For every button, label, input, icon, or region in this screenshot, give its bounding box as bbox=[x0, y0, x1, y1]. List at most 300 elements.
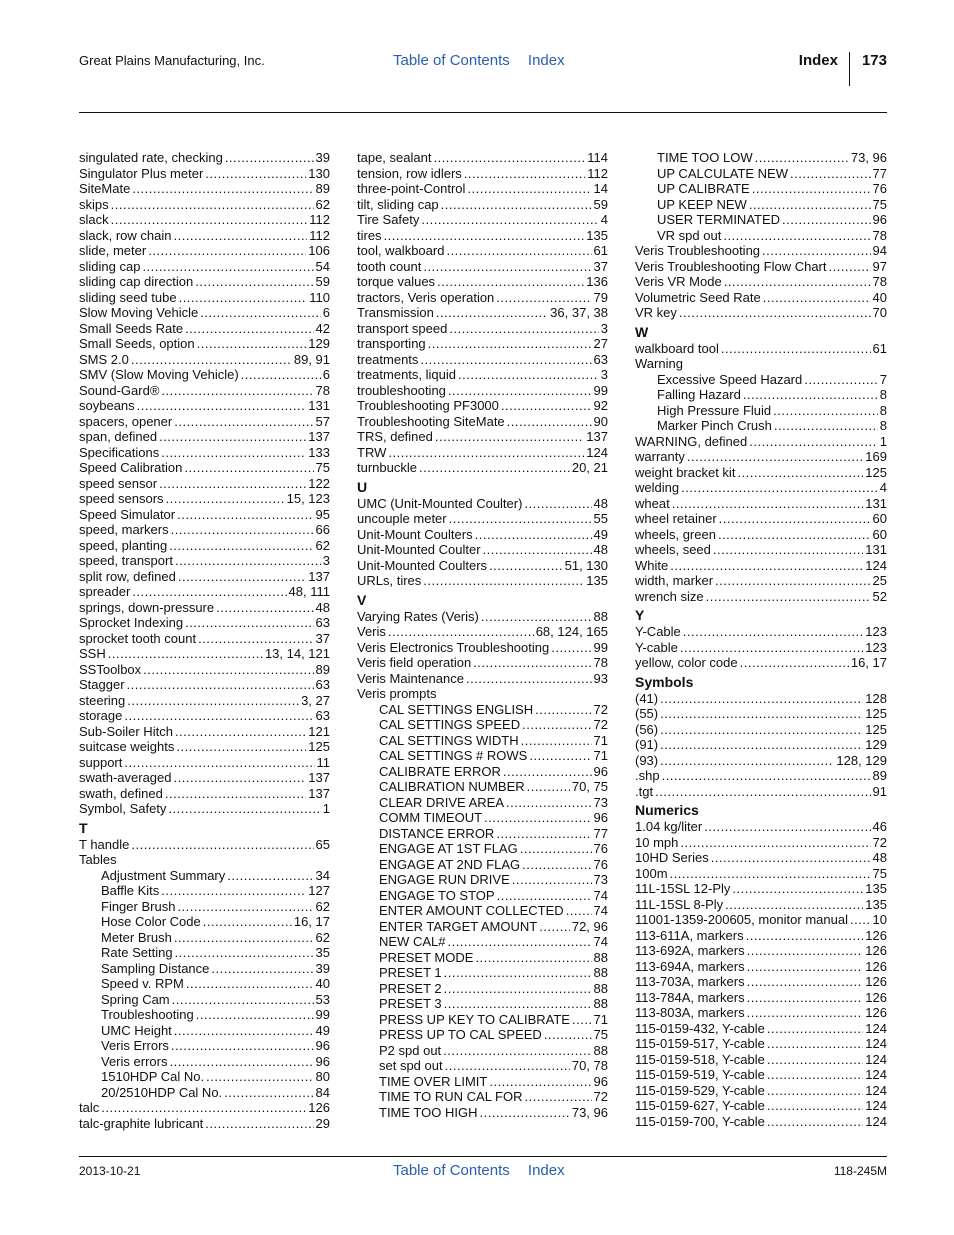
index-group-heading: Veris prompts bbox=[357, 686, 437, 701]
page-reference[interactable]: 3 bbox=[600, 320, 608, 336]
page-reference[interactable]: 91 bbox=[872, 783, 887, 799]
index-term: transporting bbox=[357, 336, 426, 351]
index-term: 20/2510HDP Cal No. bbox=[101, 1084, 223, 1100]
dot-leader bbox=[205, 1116, 313, 1132]
page-reference[interactable]: 122 bbox=[308, 475, 330, 491]
dot-leader bbox=[177, 899, 313, 915]
page-reference[interactable]: 124 bbox=[865, 1051, 887, 1067]
index-link[interactable]: Index bbox=[527, 52, 565, 69]
page-reference[interactable]: 135 bbox=[586, 227, 608, 243]
page-reference[interactable]: 36, 37, 38 bbox=[550, 305, 608, 320]
page-reference[interactable]: 72 bbox=[593, 1089, 608, 1104]
page-reference[interactable]: 8 bbox=[879, 418, 887, 433]
dot-leader bbox=[746, 928, 864, 944]
page-reference[interactable]: 71 bbox=[593, 732, 608, 748]
index-entry bbox=[635, 1036, 887, 1052]
page-reference[interactable]: 92 bbox=[593, 398, 608, 413]
index-entry bbox=[357, 398, 608, 414]
page-reference[interactable]: 27 bbox=[593, 336, 608, 351]
page-reference[interactable]: 112 bbox=[587, 165, 608, 181]
page-reference[interactable]: 78 bbox=[872, 274, 887, 289]
index-entry bbox=[635, 449, 887, 465]
page-reference[interactable]: 66 bbox=[315, 522, 330, 537]
page-reference[interactable]: 60 bbox=[872, 511, 887, 526]
dot-leader bbox=[525, 1089, 592, 1105]
page-reference[interactable]: 74 bbox=[593, 934, 608, 949]
page-reference[interactable]: 74 bbox=[593, 887, 608, 903]
page-reference[interactable]: 73 bbox=[593, 794, 608, 810]
page-reference[interactable]: 1 bbox=[879, 433, 887, 449]
page-reference[interactable]: 124 bbox=[865, 1098, 887, 1113]
page-reference[interactable]: 62 bbox=[315, 898, 330, 914]
index-subentry bbox=[635, 228, 887, 244]
index-term: CALIBRATION NUMBER bbox=[379, 779, 525, 794]
index-term: Veris Maintenance bbox=[357, 670, 464, 686]
index-term: 100m bbox=[635, 865, 668, 881]
page-reference[interactable]: 88 bbox=[593, 608, 608, 624]
page-reference[interactable]: 94 bbox=[872, 243, 887, 258]
page-reference[interactable]: 169 bbox=[865, 449, 887, 464]
index-entry bbox=[635, 1067, 887, 1083]
page-reference[interactable]: 76 bbox=[593, 856, 608, 872]
page-reference[interactable]: 126 bbox=[865, 989, 887, 1005]
page-reference[interactable]: 77 bbox=[593, 825, 608, 841]
index-term: SSToolbox bbox=[79, 661, 142, 677]
page-reference[interactable]: 48 bbox=[593, 495, 608, 511]
dot-leader bbox=[172, 992, 314, 1008]
index-term: Baffle Kits bbox=[101, 883, 160, 898]
page-reference[interactable]: 124 bbox=[865, 1113, 887, 1129]
page-reference[interactable]: 89 bbox=[872, 768, 887, 783]
index-subentry bbox=[79, 930, 330, 946]
page-reference[interactable]: 75 bbox=[872, 865, 887, 881]
page-reference[interactable]: 96 bbox=[593, 810, 608, 825]
page-reference[interactable]: 59 bbox=[593, 196, 608, 212]
page-reference[interactable]: 112 bbox=[309, 212, 330, 227]
page-reference[interactable]: 124 bbox=[586, 444, 608, 460]
index-subentry bbox=[79, 1054, 330, 1070]
page-reference[interactable]: 71 bbox=[593, 1011, 608, 1027]
page-reference[interactable]: 96 bbox=[315, 1038, 330, 1053]
page-reference[interactable]: 62 bbox=[315, 537, 330, 553]
index-term: DISTANCE ERROR bbox=[379, 825, 495, 841]
page-reference[interactable]: 137 bbox=[308, 770, 330, 785]
index-term: swath-averaged bbox=[79, 770, 172, 785]
page-reference[interactable]: 76 bbox=[872, 181, 887, 196]
dot-leader bbox=[782, 212, 871, 228]
page-reference[interactable]: 40 bbox=[315, 976, 330, 991]
page-reference[interactable]: 93 bbox=[593, 670, 608, 686]
page-reference[interactable]: 57 bbox=[315, 413, 330, 429]
page-reference[interactable]: 126 bbox=[865, 943, 887, 958]
index-term: torque values bbox=[357, 274, 436, 289]
page-reference[interactable]: 59 bbox=[315, 274, 330, 289]
index-entry bbox=[357, 445, 608, 461]
document-number: 118-245M bbox=[833, 1164, 887, 1178]
index-term: Speed Calibration bbox=[79, 460, 183, 475]
page-reference[interactable]: 79 bbox=[593, 289, 608, 305]
index-entry bbox=[79, 755, 330, 771]
index-term: Spring Cam bbox=[101, 991, 170, 1007]
page-reference[interactable]: 114 bbox=[587, 150, 608, 165]
index-link[interactable]: Index bbox=[527, 1162, 565, 1179]
index-term: 113-803A, markers bbox=[635, 1005, 745, 1020]
index-entry bbox=[635, 722, 887, 738]
dot-leader bbox=[732, 881, 863, 897]
index-entry bbox=[79, 538, 330, 554]
page-reference[interactable]: 89 bbox=[315, 181, 330, 196]
page-reference[interactable]: 60 bbox=[872, 526, 887, 542]
page-reference[interactable]: 34 bbox=[315, 867, 330, 883]
page-reference[interactable]: 135 bbox=[586, 573, 608, 588]
dot-leader bbox=[767, 1036, 863, 1052]
page-reference[interactable]: 7 bbox=[879, 371, 887, 387]
dot-leader bbox=[433, 150, 585, 166]
index-term: speed, transport bbox=[79, 553, 173, 568]
index-term: sliding seed tube bbox=[79, 289, 177, 305]
index-entry bbox=[79, 228, 330, 244]
index-subentry bbox=[357, 795, 608, 811]
page-reference[interactable]: 16, 17 bbox=[293, 914, 330, 929]
page-reference[interactable]: 125 bbox=[308, 739, 330, 754]
index-term: Varying Rates (Veris) bbox=[357, 608, 479, 624]
dot-leader bbox=[171, 1038, 314, 1054]
page-reference[interactable]: 70, 75 bbox=[571, 779, 608, 794]
page-reference[interactable]: 96 bbox=[593, 1073, 608, 1089]
index-subentry bbox=[357, 764, 608, 780]
page-reference[interactable]: 89 bbox=[315, 661, 330, 677]
page-reference[interactable]: 88 bbox=[593, 1042, 608, 1058]
page-reference[interactable]: 71 bbox=[593, 748, 608, 763]
page-reference[interactable]: 70, 78 bbox=[571, 1058, 608, 1073]
page-reference[interactable]: 8 bbox=[879, 387, 887, 402]
dot-leader bbox=[484, 810, 592, 826]
index-term: transport speed bbox=[357, 320, 448, 336]
dot-leader bbox=[449, 511, 592, 527]
page-reference[interactable]: 129 bbox=[308, 336, 330, 351]
page-reference[interactable]: 110 bbox=[309, 289, 330, 305]
page-reference[interactable]: 13, 14, 121 bbox=[264, 646, 330, 661]
page-reference[interactable]: 8 bbox=[879, 402, 887, 418]
index-entry bbox=[79, 646, 330, 662]
page-reference[interactable]: 63 bbox=[315, 708, 330, 723]
index-entry bbox=[635, 655, 887, 671]
page-reference[interactable]: 4 bbox=[879, 480, 887, 495]
page-reference[interactable]: 96 bbox=[872, 212, 887, 227]
page-reference[interactable]: 131 bbox=[865, 495, 887, 511]
page-reference[interactable]: 48, 111 bbox=[288, 584, 330, 599]
page-reference[interactable]: 97 bbox=[872, 258, 887, 274]
index-entry bbox=[635, 691, 887, 707]
page-reference[interactable]: 75 bbox=[872, 196, 887, 212]
index-entry bbox=[79, 708, 330, 724]
page-reference[interactable]: 75 bbox=[315, 460, 330, 475]
page-reference[interactable]: 3, 27 bbox=[301, 692, 330, 708]
page-reference[interactable]: 61 bbox=[593, 243, 608, 258]
index-term: 113-703A, markers bbox=[635, 974, 745, 989]
page-reference[interactable]: 63 bbox=[315, 615, 330, 630]
page-reference[interactable]: 72 bbox=[593, 717, 608, 732]
index-term: suitcase weights bbox=[79, 739, 175, 754]
index-term: Sampling Distance bbox=[101, 960, 210, 976]
index-term: 115-0159-700, Y-cable bbox=[635, 1113, 765, 1129]
dot-leader bbox=[527, 779, 570, 795]
dot-leader bbox=[520, 841, 592, 857]
page-reference[interactable]: 39 bbox=[315, 150, 330, 165]
toc-link[interactable]: Table of Contents bbox=[393, 1162, 510, 1179]
index-term: 11001-1359-200605, monitor manual bbox=[635, 912, 848, 927]
page-reference[interactable]: 135 bbox=[865, 896, 887, 912]
page-reference[interactable]: 129 bbox=[865, 737, 887, 752]
page-reference[interactable]: 68, 124, 165 bbox=[535, 624, 608, 639]
page-reference[interactable]: 65 bbox=[315, 836, 330, 852]
index-term: tooth count bbox=[357, 258, 422, 274]
page-reference[interactable]: 131 bbox=[308, 398, 330, 413]
index-subentry bbox=[357, 1012, 608, 1028]
index-term: slack, row chain bbox=[79, 227, 172, 243]
page-reference[interactable]: 37 bbox=[593, 258, 608, 274]
page-reference[interactable]: 124 bbox=[865, 1020, 887, 1036]
dot-leader bbox=[384, 228, 585, 244]
page-reference[interactable]: 78 bbox=[872, 227, 887, 243]
index-term: UMC (Unit-Mounted Coulter) bbox=[357, 495, 523, 511]
index-entry bbox=[357, 414, 608, 430]
dot-leader bbox=[185, 615, 313, 631]
index-entry bbox=[635, 706, 887, 722]
index-term: CAL SETTINGS # ROWS bbox=[379, 748, 528, 763]
page-reference[interactable]: 48 bbox=[593, 542, 608, 557]
page-reference[interactable]: 39 bbox=[315, 960, 330, 976]
page-reference[interactable]: 10 bbox=[872, 912, 887, 927]
index-entry bbox=[357, 274, 608, 290]
page-reference[interactable]: 131 bbox=[865, 542, 887, 557]
page-reference[interactable]: 49 bbox=[315, 1022, 330, 1038]
page-reference[interactable]: 62 bbox=[315, 929, 330, 945]
index-term: CAL SETTINGS ENGLISH bbox=[379, 701, 534, 717]
page-reference[interactable]: 46 bbox=[872, 819, 887, 834]
index-subentry bbox=[635, 150, 887, 166]
page-reference[interactable]: 70 bbox=[872, 305, 887, 320]
page-reference[interactable]: 126 bbox=[865, 958, 887, 974]
index-entry bbox=[635, 912, 887, 928]
page-reference[interactable]: 61 bbox=[872, 340, 887, 356]
page-reference[interactable]: 54 bbox=[315, 258, 330, 274]
page-reference[interactable]: 35 bbox=[315, 945, 330, 960]
page-reference[interactable]: 62 bbox=[315, 196, 330, 212]
page-reference[interactable]: 89, 91 bbox=[293, 351, 330, 367]
page-reference[interactable]: 96 bbox=[593, 763, 608, 779]
page-reference[interactable]: 51, 130 bbox=[564, 557, 608, 573]
page-reference[interactable]: 137 bbox=[308, 568, 330, 584]
page-reference[interactable]: 80 bbox=[315, 1069, 330, 1084]
page-reference[interactable]: 124 bbox=[865, 557, 887, 573]
page-reference[interactable]: 96 bbox=[315, 1053, 330, 1069]
page-reference[interactable]: 126 bbox=[865, 1005, 887, 1020]
index-term: sliding cap bbox=[79, 258, 141, 274]
page-reference[interactable]: 126 bbox=[865, 927, 887, 943]
page-reference[interactable]: 88 bbox=[593, 965, 608, 980]
index-entry bbox=[635, 1098, 887, 1114]
index-entry bbox=[357, 573, 608, 589]
page-reference[interactable]: 99 bbox=[593, 639, 608, 655]
page-reference[interactable]: 88 bbox=[593, 949, 608, 965]
dot-leader bbox=[767, 1114, 863, 1130]
page-reference[interactable]: 124 bbox=[865, 1067, 887, 1082]
page-reference[interactable]: 72 bbox=[593, 701, 608, 717]
index-entry bbox=[79, 631, 330, 647]
index-term: TIME TOO LOW bbox=[657, 150, 753, 165]
page-reference[interactable]: 137 bbox=[586, 429, 608, 444]
index-entry bbox=[79, 352, 330, 368]
page-reference[interactable]: 123 bbox=[865, 639, 887, 655]
dot-leader bbox=[747, 943, 864, 959]
index-term: WARNING, defined bbox=[635, 433, 748, 449]
index-subentry bbox=[357, 702, 608, 718]
page-reference[interactable]: 53 bbox=[315, 991, 330, 1007]
page-reference[interactable]: 6 bbox=[322, 367, 330, 382]
dot-leader bbox=[524, 496, 591, 512]
page-reference[interactable]: 20, 21 bbox=[571, 460, 608, 475]
page-reference[interactable]: 4 bbox=[600, 212, 608, 227]
page-reference[interactable]: 25 bbox=[872, 573, 887, 588]
page-reference[interactable]: 126 bbox=[865, 974, 887, 989]
page-reference[interactable]: 49 bbox=[593, 526, 608, 542]
page-reference[interactable]: 3 bbox=[322, 553, 330, 568]
index-letter-heading: V bbox=[357, 591, 367, 608]
index-subentry bbox=[357, 1043, 608, 1059]
page-reference[interactable]: 126 bbox=[308, 1100, 330, 1115]
page-reference[interactable]: 123 bbox=[865, 624, 887, 639]
dot-leader bbox=[481, 609, 592, 625]
page-reference[interactable]: 99 bbox=[315, 1007, 330, 1022]
page-reference[interactable]: 48 bbox=[872, 850, 887, 865]
page-reference[interactable]: 73, 96 bbox=[850, 150, 887, 165]
page-reference[interactable]: 76 bbox=[593, 841, 608, 856]
index-term: PRESS UP TO CAL SPEED bbox=[379, 1027, 542, 1042]
page-reference[interactable]: 90 bbox=[593, 413, 608, 429]
page-reference[interactable]: 14 bbox=[593, 181, 608, 196]
index-entry bbox=[635, 465, 887, 481]
page-reference[interactable]: 63 bbox=[593, 351, 608, 367]
index-term: TIME TO RUN CAL FOR bbox=[379, 1089, 523, 1104]
page-reference[interactable]: 73 bbox=[593, 872, 608, 887]
index-term: uncouple meter bbox=[357, 511, 447, 526]
page-reference[interactable]: 16, 17 bbox=[850, 655, 887, 670]
page-reference[interactable]: 112 bbox=[309, 227, 330, 243]
page-reference[interactable]: 29 bbox=[315, 1115, 330, 1131]
page-reference[interactable]: 42 bbox=[315, 320, 330, 336]
page-reference[interactable]: 99 bbox=[593, 382, 608, 398]
header-divider bbox=[849, 52, 850, 86]
page-reference[interactable]: 11 bbox=[316, 754, 330, 770]
index-entry bbox=[79, 367, 330, 383]
page-reference[interactable]: 75 bbox=[593, 1027, 608, 1042]
dot-leader bbox=[216, 600, 313, 616]
page-reference[interactable]: 78 bbox=[593, 655, 608, 670]
page-reference[interactable]: 137 bbox=[308, 785, 330, 801]
dot-leader bbox=[131, 352, 292, 368]
index-term: tape, sealant bbox=[357, 150, 432, 165]
page-reference[interactable]: 72, 96 bbox=[571, 918, 608, 934]
index-subentry bbox=[357, 919, 608, 935]
index-term: High Pressure Fluid bbox=[657, 402, 772, 418]
page-reference[interactable]: 95 bbox=[315, 506, 330, 522]
header-rule bbox=[79, 112, 887, 113]
page-reference[interactable]: 1 bbox=[322, 801, 330, 816]
page-reference[interactable]: 6 bbox=[322, 305, 330, 320]
page-reference[interactable]: 88 bbox=[593, 980, 608, 996]
dot-leader bbox=[660, 691, 863, 707]
page-reference[interactable]: 133 bbox=[308, 444, 330, 460]
page-reference[interactable]: 84 bbox=[315, 1084, 330, 1100]
toc-link[interactable]: Table of Contents bbox=[393, 52, 510, 69]
page-reference[interactable]: 135 bbox=[865, 881, 887, 896]
page-reference[interactable]: 40 bbox=[872, 289, 887, 305]
page-reference[interactable]: 3 bbox=[600, 367, 608, 382]
index-entry bbox=[357, 212, 608, 228]
dot-leader bbox=[467, 181, 591, 197]
page-reference[interactable]: 48 bbox=[315, 599, 330, 615]
dot-leader bbox=[173, 228, 307, 244]
page-reference[interactable]: 136 bbox=[586, 274, 608, 289]
index-term: PRESET 2 bbox=[379, 980, 442, 996]
page-reference[interactable]: 125 bbox=[865, 721, 887, 737]
page-reference[interactable]: 73, 96 bbox=[571, 1104, 608, 1120]
index-subentry bbox=[357, 717, 608, 733]
index-term: Stagger bbox=[79, 677, 125, 692]
page-reference[interactable]: 37 bbox=[315, 630, 330, 646]
page-reference[interactable]: 72 bbox=[872, 834, 887, 850]
page-reference[interactable]: 125 bbox=[865, 706, 887, 721]
page-reference[interactable]: 121 bbox=[308, 723, 330, 739]
index-entry bbox=[635, 753, 887, 769]
index-term: UP CALCULATE NEW bbox=[657, 165, 788, 181]
page-reference[interactable]: 128 bbox=[865, 690, 887, 706]
index-term: slide, meter bbox=[79, 243, 147, 258]
dot-leader bbox=[111, 197, 314, 213]
page-reference[interactable]: 124 bbox=[865, 1082, 887, 1098]
page-reference[interactable]: 137 bbox=[308, 429, 330, 444]
page-reference[interactable]: 127 bbox=[308, 883, 330, 898]
index-term: Symbol, Safety bbox=[79, 801, 167, 816]
page-reference[interactable]: 52 bbox=[872, 588, 887, 604]
dot-leader bbox=[169, 1054, 313, 1070]
page-reference[interactable]: 15, 123 bbox=[286, 491, 330, 506]
page-reference[interactable]: 63 bbox=[315, 677, 330, 692]
dot-leader bbox=[660, 737, 863, 753]
index-subentry bbox=[357, 996, 608, 1012]
dot-leader bbox=[512, 872, 592, 888]
dot-leader bbox=[544, 1027, 592, 1043]
dot-leader bbox=[767, 1083, 863, 1099]
page-reference[interactable]: 128, 129 bbox=[836, 752, 887, 768]
dot-leader bbox=[529, 748, 591, 764]
page-reference[interactable]: 125 bbox=[865, 464, 887, 480]
page-reference[interactable]: 74 bbox=[593, 903, 608, 918]
page-reference[interactable]: 88 bbox=[593, 996, 608, 1011]
index-term: CAL SETTINGS WIDTH bbox=[379, 732, 519, 748]
page-reference[interactable]: 124 bbox=[865, 1036, 887, 1051]
page-reference[interactable]: 78 bbox=[315, 382, 330, 398]
page-reference[interactable]: 130 bbox=[308, 165, 330, 181]
dot-leader bbox=[142, 259, 313, 275]
index-entry bbox=[635, 259, 887, 275]
page-reference[interactable]: 77 bbox=[872, 165, 887, 181]
index-entry bbox=[357, 228, 608, 244]
page-reference[interactable]: 55 bbox=[593, 511, 608, 526]
page-reference[interactable]: 106 bbox=[308, 243, 330, 258]
dot-leader bbox=[747, 990, 864, 1006]
